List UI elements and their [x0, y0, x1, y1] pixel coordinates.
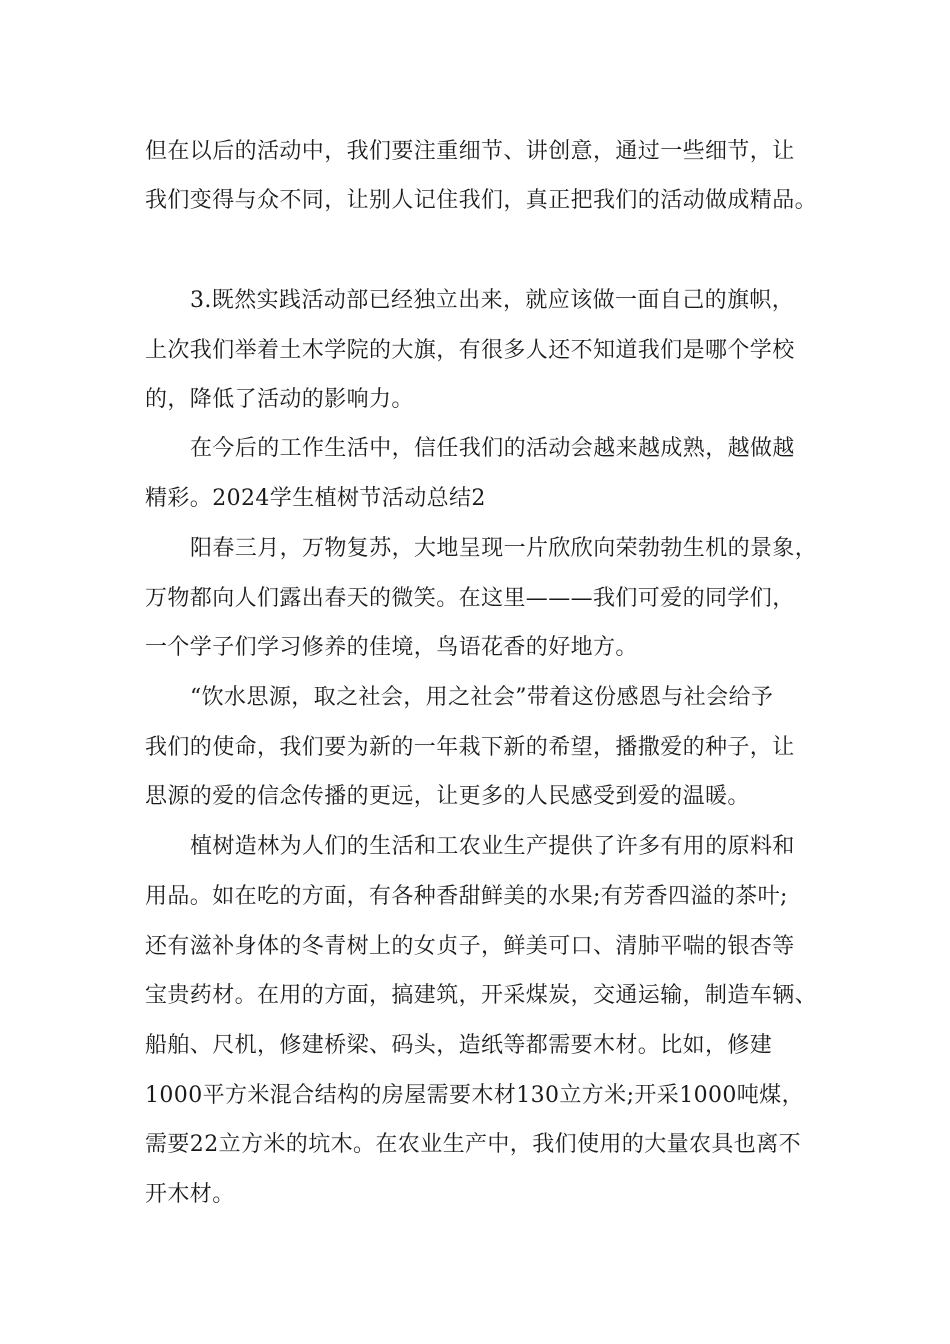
- text-line: 的，降低了活动的影响力。: [145, 387, 414, 412]
- text-line: 上次我们举着土木学院的大旗，有很多人还不知道我们是哪个学校: [145, 338, 795, 363]
- text-line: 开木材。: [145, 1182, 235, 1207]
- text-line: 我们变得与众不同，让别人记住我们，真正把我们的活动做成精品。: [145, 188, 818, 213]
- text-line: 船舶、尺机，修建桥梁、码头，造纸等都需要木材。比如，修建: [145, 1033, 773, 1058]
- text-line: 精彩。2024学生植树节活动总结2: [145, 486, 486, 511]
- text-line: 阳春三月，万物复苏，大地呈现一片欣欣向荣勃勃生机的景象，: [190, 536, 818, 561]
- text-line: “饮水思源，取之社会，用之社会”带着这份感恩与社会给予: [190, 685, 774, 710]
- text-line: 一个学子们学习修养的佳境，鸟语花香的好地方。: [145, 635, 638, 660]
- text-line: 宝贵药材。在用的方面，搞建筑，开采煤炭，交通运输，制造车辆、: [145, 983, 818, 1008]
- text-line: 植树造林为人们的生活和工农业生产提供了许多有用的原料和: [190, 834, 795, 859]
- text-line: 还有滋补身体的冬青树上的女贞子，鲜美可口、清肺平喘的银杏等: [145, 934, 795, 959]
- text-line: 我们的使命，我们要为新的一年栽下新的希望，播撒爱的种子，让: [145, 735, 795, 760]
- text-line: 在今后的工作生活中，信任我们的活动会越来越成熟，越做越: [190, 436, 795, 461]
- text-line: 用品。如在吃的方面，有各种香甜鲜美的水果;有芳香四溢的茶叶;: [145, 884, 788, 909]
- text-line: 思源的爱的信念传播的更远，让更多的人民感受到爱的温暖。: [145, 784, 750, 809]
- text-line: 1000平方米混合结构的房屋需要木材130立方米;开采1000吨煤，: [145, 1083, 804, 1108]
- text-line: 需要22立方米的坑木。在农业生产中，我们使用的大量农具也离不: [145, 1132, 801, 1157]
- text-line: 3.既然实践活动部已经独立出来，就应该做一面自己的旗帜，: [190, 288, 795, 313]
- text-line: 但在以后的活动中，我们要注重细节、讲创意，通过一些细节，让: [145, 139, 795, 164]
- text-line: 万物都向人们露出春天的微笑。在这里———我们可爱的同学们，: [145, 586, 795, 611]
